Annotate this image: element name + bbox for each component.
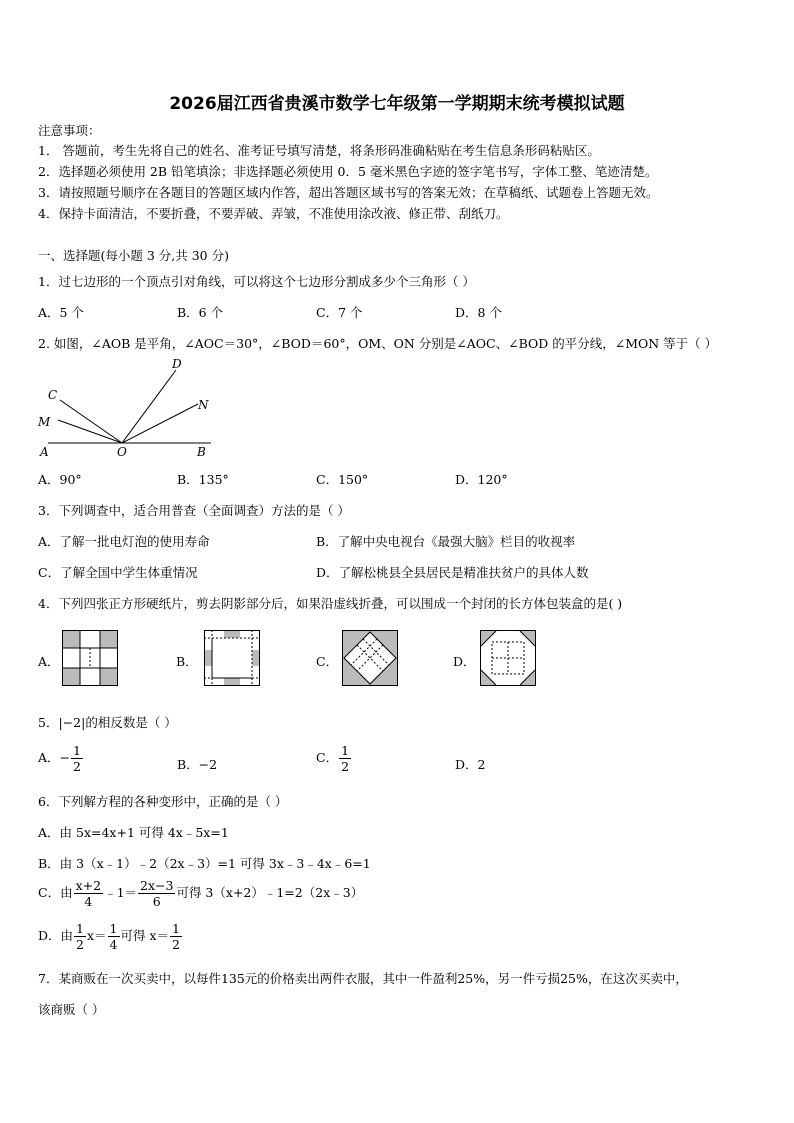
- question-6-option-c: [38, 878, 363, 909]
- numerator: 1: [73, 743, 81, 758]
- question-5-stem-text: 的相反数是（ ）: [85, 715, 177, 730]
- question-3-option-c: C．了解全国中学生体重情况: [38, 565, 198, 580]
- notice-item: 3．请按照题号顺序在各题目的答题区域内作答，超出答题区域书写的答案无效；在草稿纸、试题卷上答题无效。: [38, 185, 659, 200]
- fraction: [339, 743, 351, 774]
- numerator: 1: [341, 743, 350, 758]
- question-2-option-d: D．120°: [455, 472, 508, 487]
- question-5-option-c: [316, 743, 352, 774]
- question-5-option-d: D．2: [455, 757, 486, 772]
- denominator: 2: [76, 937, 84, 952]
- denominator: 2: [341, 759, 350, 774]
- question-4-option-a: A．: [38, 654, 60, 669]
- fraction: [170, 921, 182, 952]
- fraction: [74, 921, 86, 952]
- numerator: 1: [76, 921, 84, 936]
- fraction: [74, 878, 103, 909]
- numerator: 1: [172, 921, 180, 936]
- question-3-option-d: D．了解松桃县全县居民是精准扶贫户的具体人数: [316, 565, 589, 580]
- question-6-option-b: B．由 3（x﹣1）﹣2（2x﹣3）=1 可得 3x﹣3﹣4x﹣6=1: [38, 856, 371, 871]
- option-text: ﹣1＝: [104, 885, 138, 900]
- label-m: M: [38, 415, 51, 429]
- option-text: 可得 3（x+2）﹣1=2（2x﹣3）: [176, 885, 364, 900]
- net-figure-b: [204, 630, 260, 686]
- label-b: B: [197, 445, 206, 459]
- angle-figure: [36, 355, 216, 460]
- option-label: A．: [38, 750, 60, 765]
- denominator: 2: [73, 759, 81, 774]
- notice-heading: 注意事项：: [38, 123, 101, 138]
- label-a: A: [40, 445, 49, 459]
- fraction: [138, 878, 175, 909]
- question-4-option-b: B．: [176, 654, 198, 669]
- question-2-option-a: A．90°: [38, 472, 82, 487]
- option-label: C．: [316, 750, 339, 765]
- question-1-option-c: C．7 个: [316, 305, 363, 320]
- question-6-option-a: A．由 5x=4x+1 可得 4x﹣5x=1: [38, 825, 229, 840]
- denominator: 4: [109, 937, 118, 952]
- net-figure-c: [342, 630, 398, 686]
- option-text: D．由: [38, 928, 74, 943]
- question-2-option-b: B．135°: [177, 472, 229, 487]
- question-7-stem-line2: 该商贩（ ）: [38, 1002, 105, 1017]
- minus-sign: −: [59, 750, 71, 765]
- question-1-stem: 1．过七边形的一个顶点引对角线，可以将这个七边形分割成多少个三角形（ ）: [38, 274, 475, 289]
- question-5-option-a: [38, 743, 84, 774]
- net-figure-d: [480, 630, 536, 686]
- question-5-option-b: B．−2: [177, 757, 218, 772]
- notice-item: 1． 答题前，考生先将自己的姓名、准考证号填写清楚，将条形码准确粘贴在考生信息条形码粘贴区。: [38, 143, 600, 158]
- label-o: O: [117, 445, 127, 459]
- question-3-stem: 3．下列调查中，适合用普查（全面调查）方法的是（ ）: [38, 503, 350, 518]
- numerator: x+2: [75, 878, 102, 893]
- fraction: [71, 743, 83, 774]
- label-n: N: [198, 398, 209, 412]
- absolute-value-expr: |−2|: [58, 715, 86, 730]
- denominator: 2: [172, 937, 180, 952]
- notice-item: 4．保持卡面清洁，不要折叠，不要弄破、弄皱，不准使用涂改液、修正带、刮纸刀。: [38, 206, 509, 221]
- label-c: C: [48, 388, 58, 402]
- section-heading: 一、选择题(每小题 3 分,共 30 分): [38, 248, 229, 263]
- option-text: 可得 x＝: [120, 928, 170, 943]
- denominator: 6: [152, 894, 161, 909]
- question-4-option-d: D．: [453, 654, 476, 669]
- fraction: [108, 921, 120, 952]
- question-3-option-a: A．了解一批电灯泡的使用寿命: [38, 534, 210, 549]
- option-text: C．由: [38, 885, 73, 900]
- question-5-stem: [38, 713, 177, 731]
- question-6-option-d: [38, 921, 183, 952]
- label-d: D: [172, 357, 182, 371]
- question-7-stem-line1: 7．某商贩在一次买卖中，以每件135元的价格卖出两件衣服，其中一件盈利25%，另一件亏损25%，在这次买卖中，: [38, 971, 688, 986]
- page-title: 2026届江西省贵溪市数学七年级第一学期期末统考模拟试题: [169, 94, 625, 114]
- question-2-option-c: C．150°: [316, 472, 369, 487]
- question-4-option-c: C．: [316, 654, 339, 669]
- question-3-option-b: B．了解中央电视台《最强大脑》栏目的收视率: [316, 534, 576, 549]
- question-4-stem: 4．下列四张正方形硬纸片，剪去阴影部分后，如果沿虚线折叠，可以围成一个封闭的长方体包装盒的是( ): [38, 596, 623, 611]
- question-1-option-b: B．6 个: [177, 305, 224, 320]
- numerator: 1: [109, 921, 118, 936]
- question-1-option-d: D．8 个: [455, 305, 502, 320]
- option-text: x＝: [86, 928, 107, 943]
- numerator: 2x−3: [140, 878, 174, 893]
- denominator: 4: [84, 894, 93, 909]
- question-1-option-a: A．5 个: [38, 305, 84, 320]
- question-2-stem: 2. 如图，∠AOB 是平角，∠AOC＝30°，∠BOD＝60°，OM、ON 分别是∠AOC、∠BOD 的平分线，∠MON 等于（ ）: [38, 336, 718, 351]
- net-figure-a: [62, 630, 118, 686]
- notice-item: 2．选择题必须使用 2B 铅笔填涂；非选择题必须使用 0．5 毫米黑色字迹的签字笔书写，字体工整、笔迹清楚。: [38, 164, 658, 179]
- question-number: 5．: [38, 715, 59, 730]
- question-6-stem: 6．下列解方程的各种变形中，正确的是（ ）: [38, 794, 288, 809]
